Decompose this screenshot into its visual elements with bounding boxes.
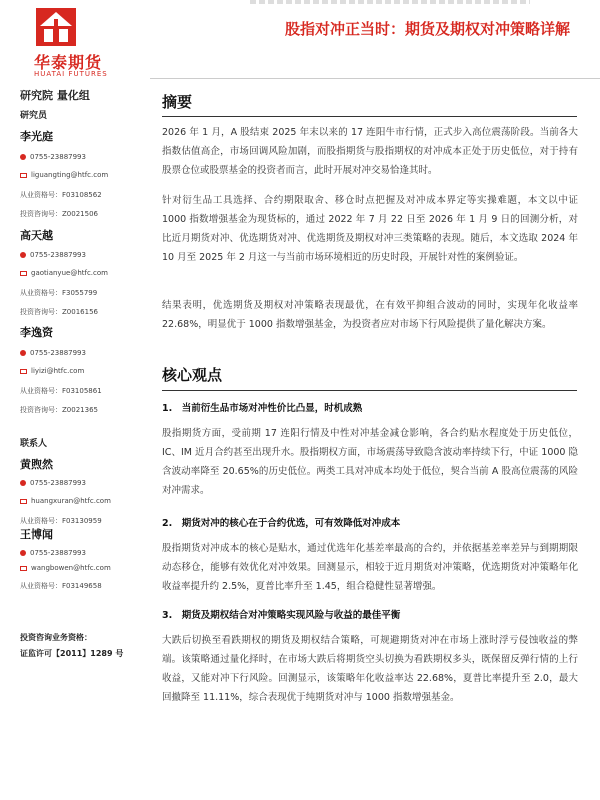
header-divider [150, 78, 600, 79]
researcher-qualification: 从业资格号：F3055799 [20, 289, 98, 297]
phone-text: 0755-23887993 [30, 479, 86, 487]
core-point-body: 大跌后切换至看跌期权的期货及期权结合策略，可规避期货对冲在市场上涨时浮亏侵蚀收益的弊端。该策略通过量化择时，在市场大跌后将期货空头切换为看跌期权多头，既保留反弹行情的上行收益，又能对冲下行风险。回测显示，该策略年化收益率达 22.68%，夏普比率提升至 2.0，最大回撤降至 11.11%，综合表现优于纯期货对冲与 1000 指数增强基金。 [162, 635, 578, 703]
core-point-heading: 2. 期货对冲的核心在于合约优选，可有效降低对冲成本 [162, 518, 401, 529]
researcher-qualification: 从业资格号：F03105861 [20, 387, 102, 395]
abstract-paragraph: 结果表明，优选期货及期权对冲策略表现最优，在有效平抑组合波动的同时，实现年化收益率 22.68%，明显优于 1000 指数增强基金，为投资者应对市场下行风险提供了量化解决方案。 [162, 300, 578, 330]
researcher-name: 高天越 [20, 229, 53, 242]
abstract-title: 摘要 [162, 93, 193, 111]
researcher-consult-no: 投资咨询号：Z0016156 [20, 308, 98, 316]
contact-email [20, 497, 111, 505]
contact-heading: 联系人 [20, 439, 48, 449]
researcher-qualification: 从业资格号：F03108562 [20, 191, 102, 199]
mail-icon [20, 369, 27, 374]
researcher-consult-no: 投资咨询号：Z0021506 [20, 210, 98, 218]
core-divider [162, 390, 577, 391]
abstract-paragraph: 针对衍生品工具选择、合约期限取舍、移仓时点把握及对冲成本界定等实操难题，本文以中证 1000 指数增强基金为现货标的，通过 2022 年 7 月 22 日至 2026 年 1 月 9 日的回测分析，对比近月期货对冲、优选期货对冲、优选期货及期权对冲三类策略的表现。随后，本文选取 2024 年 10 月至 2025 年 2 月这一与当前市场环境相近的历史时段，开展针对性的案例验证。 [162, 195, 578, 263]
researcher-phone [20, 251, 86, 259]
email-text: liyizi@htfc.com [31, 367, 85, 375]
logo-name-cn: 华泰期货 [34, 53, 103, 72]
researcher-phone [20, 153, 86, 161]
core-title: 核心观点 [162, 366, 223, 384]
contact-name: 黄煦然 [20, 458, 53, 471]
phone-icon [20, 550, 26, 556]
report-title: 股指对冲正当时：期货及期权对冲策略详解 [284, 20, 570, 38]
contact-phone [20, 479, 86, 487]
phone-text: 0755-23887993 [30, 153, 86, 161]
phone-text: 0755-23887993 [30, 251, 86, 259]
email-text: wangbowen@htfc.com [31, 564, 111, 572]
email-text: gaotianyue@htfc.com [31, 269, 108, 277]
email-text: huangxuran@htfc.com [31, 497, 111, 505]
researcher-email [20, 171, 108, 179]
phone-text: 0755-23887993 [30, 549, 86, 557]
phone-icon [20, 252, 26, 258]
abstract-paragraph: 2026 年 1 月，A 股结束 2025 年末以来的 17 连阳牛市行情，正式步入高位震荡阶段。当前各大指数估值高企，市场回调风险加剧，而股指期货与股指期权的对冲成本正处于历史低位，对于持有股票仓位或股票基金的投资者而言，此时开展对冲交易恰逢其时。 [162, 127, 578, 176]
mail-icon [20, 566, 27, 571]
contact-qualification: 从业资格号：F03130959 [20, 517, 102, 525]
company-logo [30, 8, 130, 76]
researcher-name: 李逸资 [20, 326, 53, 339]
mail-icon [20, 271, 27, 276]
core-point-heading: 1. 当前衍生品市场对冲性价比凸显，时机成熟 [162, 403, 363, 414]
sidebar [0, 0, 150, 800]
core-point-body: 股指期货方面，受前期 17 连阳行情及中性对冲基金减仓影响，各合约贴水程度处于历史低位，IC、IM 近月合约甚至出现升水。股指期权方面，市场震荡导致隐含波动率持续下行，中证 1000 隐含波动率降至 20.65%的历史低位。两类工具对冲成本均处于低位，契合当前 A 股高位震荡的风险对冲需求。 [162, 428, 578, 496]
phone-icon [20, 154, 26, 160]
logo-mark-icon [36, 8, 76, 46]
core-point-heading: 3. 期货及期权结合对冲策略实现风险与收益的最佳平衡 [162, 610, 401, 621]
contact-qualification: 从业资格号：F03149658 [20, 582, 102, 590]
license-label: 投资咨询业务资格： [20, 633, 92, 642]
logo-name-en: HUATAI FUTURES [34, 70, 108, 78]
researcher-email [20, 269, 108, 277]
phone-text: 0755-23887993 [30, 349, 86, 357]
contact-phone [20, 549, 86, 557]
phone-icon [20, 480, 26, 486]
email-text: liguangting@htfc.com [31, 171, 109, 179]
abstract-divider [162, 116, 577, 117]
contact-email [20, 564, 111, 572]
researcher-phone [20, 349, 86, 357]
researcher-heading: 研究员 [20, 111, 48, 121]
contact-name: 王博闻 [20, 528, 53, 541]
researcher-email [20, 367, 84, 375]
core-point-body: 股指期货对冲成本的核心是贴水，通过优选年化基差率最高的合约，并依据基差率差异与到期期限动态移仓，能够有效优化对冲效果。回测显示，相较于近月期货对冲策略，优选期货对冲策略年化收益率提升约 2.5%，夏普比率升至 1.45，组合稳健性显著增强。 [162, 543, 578, 592]
researcher-consult-no: 投资咨询号：Z0021365 [20, 406, 98, 414]
report-header [150, 0, 600, 78]
mail-icon [20, 173, 27, 178]
license-number: 证监许可【2011】1289 号 [20, 649, 124, 658]
department: 研究院 量化组 [20, 89, 90, 102]
mail-icon [20, 499, 27, 504]
phone-icon [20, 350, 26, 356]
researcher-name: 李光庭 [20, 130, 53, 143]
